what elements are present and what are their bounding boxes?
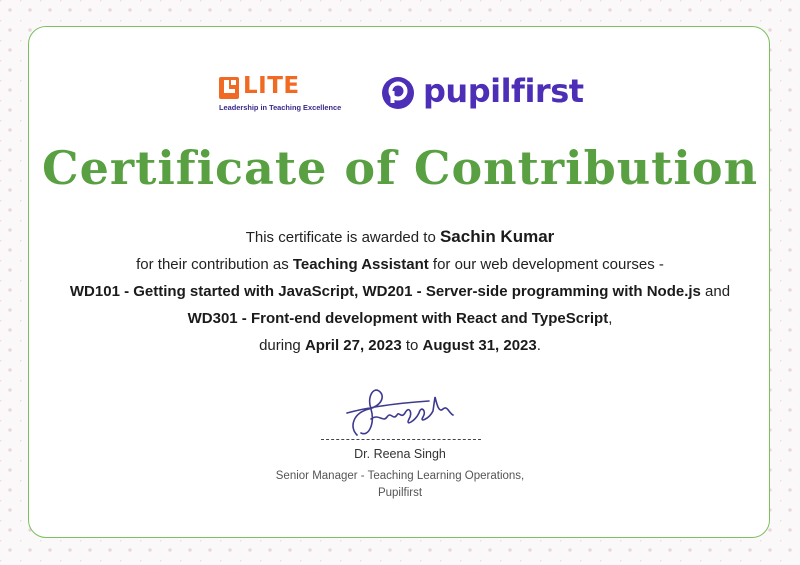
course-wd301: WD301 - Front-end development with React and TypeScript <box>187 310 609 327</box>
lite-wordmark: LITE <box>243 73 300 99</box>
during-text: during <box>259 337 305 354</box>
lite-mark-icon <box>219 77 239 99</box>
signatory-organization: Pupilfirst <box>377 487 423 499</box>
and-text: and <box>700 283 731 300</box>
signatory-role-line1: Senior Manager - Teaching Learning Operations, <box>275 470 525 482</box>
comma-text: , <box>608 310 613 327</box>
period-text: . <box>536 337 541 354</box>
courses-line <box>29 278 771 305</box>
duration-line <box>29 332 771 359</box>
certificate-card <box>28 26 770 538</box>
role-name: Teaching Assistant <box>292 256 429 273</box>
to-text: to <box>401 337 423 354</box>
course3-line <box>29 305 771 332</box>
lite-tagline: Leadership in Teaching Excellence <box>219 103 342 112</box>
signature-image <box>339 383 469 443</box>
end-date: August 31, 2023 <box>422 337 537 354</box>
course-wd101: WD101 - Getting started with JavaScript <box>69 283 355 300</box>
signatory-name: Dr. Reena Singh <box>354 447 446 461</box>
award-line <box>29 223 771 251</box>
logo-row <box>29 71 771 121</box>
pupilfirst-wordmark: pupilfirst <box>423 72 584 110</box>
certificate-title: Certificate of Contribution <box>41 141 759 195</box>
award-text: This certificate is awarded to <box>245 229 440 246</box>
start-date: April 27, 2023 <box>304 337 402 354</box>
certificate-body <box>29 223 771 359</box>
signatory-role <box>29 468 771 502</box>
courses-intro-text: for our web development courses - <box>428 256 664 273</box>
contribution-text: for their contribution as <box>136 256 293 273</box>
course-separator: , <box>354 283 363 300</box>
course-wd201: WD201 - Server-side programming with Node.js <box>362 283 701 300</box>
recipient-name: Sachin Kumar <box>439 227 555 246</box>
signature-line <box>321 439 481 440</box>
pupilfirst-mark-icon <box>381 76 415 110</box>
contribution-line <box>29 251 771 278</box>
lite-logo <box>219 73 342 115</box>
